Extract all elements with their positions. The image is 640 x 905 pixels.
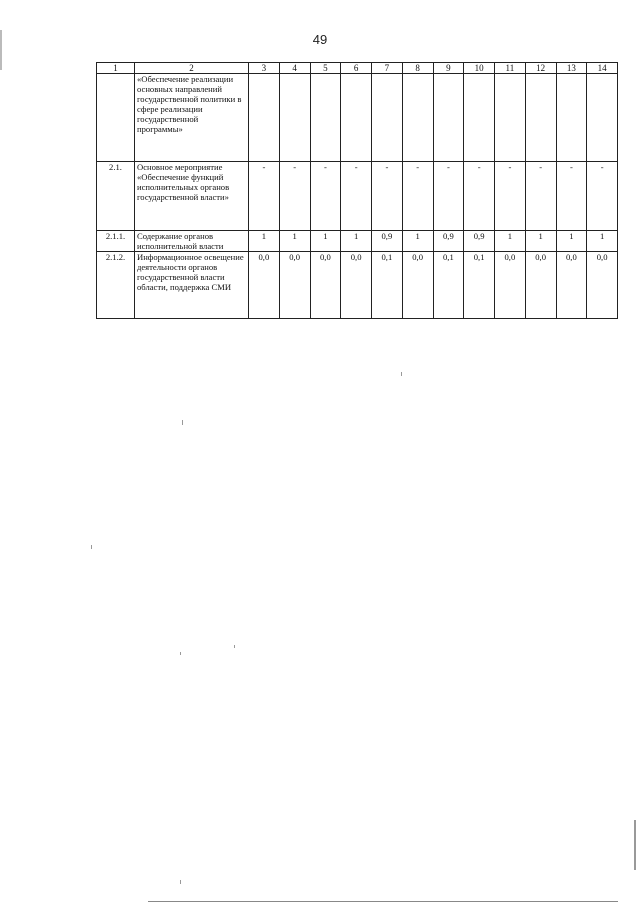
value-cell: 1 bbox=[495, 231, 526, 252]
value-cell: - bbox=[464, 162, 495, 231]
column-header: 12 bbox=[525, 63, 556, 74]
table-row bbox=[97, 252, 618, 319]
value-cell: 0,0 bbox=[402, 252, 433, 319]
value-cell bbox=[279, 74, 310, 162]
row-description: Содержание органов исполнительной власти bbox=[135, 231, 249, 252]
column-header: 3 bbox=[249, 63, 280, 74]
value-cell: 1 bbox=[279, 231, 310, 252]
scan-right-edge bbox=[634, 820, 636, 870]
column-header: 14 bbox=[587, 63, 618, 74]
column-header: 4 bbox=[279, 63, 310, 74]
value-cell: 0,0 bbox=[310, 252, 341, 319]
value-cell: 0,9 bbox=[372, 231, 403, 252]
value-cell: - bbox=[279, 162, 310, 231]
value-cell bbox=[341, 74, 372, 162]
table-row bbox=[97, 231, 618, 252]
value-cell: 1 bbox=[310, 231, 341, 252]
table-row bbox=[97, 74, 618, 162]
header-row bbox=[97, 63, 618, 74]
scan-bottom-edge bbox=[148, 901, 618, 902]
value-cell: 0,9 bbox=[464, 231, 495, 252]
value-cell: - bbox=[495, 162, 526, 231]
value-cell bbox=[495, 74, 526, 162]
value-cell: 1 bbox=[587, 231, 618, 252]
value-cell bbox=[587, 74, 618, 162]
value-cell bbox=[249, 74, 280, 162]
value-cell: - bbox=[402, 162, 433, 231]
value-cell: - bbox=[310, 162, 341, 231]
value-cell bbox=[525, 74, 556, 162]
value-cell: 0,0 bbox=[587, 252, 618, 319]
row-description: «Обеспечение реализации основных направлений государственной политики в сфере реализации государственной программы» bbox=[135, 74, 249, 162]
value-cell: - bbox=[341, 162, 372, 231]
value-cell bbox=[433, 74, 464, 162]
value-cell bbox=[372, 74, 403, 162]
value-cell bbox=[310, 74, 341, 162]
column-header: 13 bbox=[556, 63, 587, 74]
column-header: 1 bbox=[97, 63, 135, 74]
value-cell: - bbox=[587, 162, 618, 231]
value-cell: 0,0 bbox=[249, 252, 280, 319]
value-cell: 0,0 bbox=[279, 252, 310, 319]
value-cell: 0,1 bbox=[464, 252, 495, 319]
indicator-table bbox=[96, 62, 618, 319]
page-number: 49 bbox=[312, 32, 328, 47]
value-cell bbox=[464, 74, 495, 162]
value-cell: - bbox=[249, 162, 280, 231]
value-cell: - bbox=[525, 162, 556, 231]
column-header: 6 bbox=[341, 63, 372, 74]
value-cell: - bbox=[372, 162, 403, 231]
column-header: 9 bbox=[433, 63, 464, 74]
value-cell: 0,1 bbox=[433, 252, 464, 319]
value-cell: 0,0 bbox=[495, 252, 526, 319]
row-number bbox=[97, 74, 135, 162]
value-cell: 0,0 bbox=[341, 252, 372, 319]
value-cell: 0,9 bbox=[433, 231, 464, 252]
value-cell: 1 bbox=[341, 231, 372, 252]
value-cell: 0,1 bbox=[372, 252, 403, 319]
table-row bbox=[97, 162, 618, 231]
value-cell: 0,0 bbox=[525, 252, 556, 319]
column-header: 2 bbox=[135, 63, 249, 74]
row-number: 2.1. bbox=[97, 162, 135, 231]
value-cell: - bbox=[433, 162, 464, 231]
column-header: 11 bbox=[495, 63, 526, 74]
row-description: Основное мероприятие «Обеспечение функций исполнительных органов государственной власти» bbox=[135, 162, 249, 231]
row-description: Информационное освещение деятельности органов государственной власти области, поддержка СМИ bbox=[135, 252, 249, 319]
column-header: 10 bbox=[464, 63, 495, 74]
column-header: 8 bbox=[402, 63, 433, 74]
value-cell: 1 bbox=[402, 231, 433, 252]
value-cell: 0,0 bbox=[556, 252, 587, 319]
value-cell bbox=[402, 74, 433, 162]
row-number: 2.1.2. bbox=[97, 252, 135, 319]
value-cell bbox=[556, 74, 587, 162]
value-cell: 1 bbox=[525, 231, 556, 252]
column-header: 7 bbox=[372, 63, 403, 74]
value-cell: 1 bbox=[556, 231, 587, 252]
value-cell: 1 bbox=[249, 231, 280, 252]
scan-edge-mark bbox=[0, 30, 2, 70]
value-cell: - bbox=[556, 162, 587, 231]
column-header: 5 bbox=[310, 63, 341, 74]
row-number: 2.1.1. bbox=[97, 231, 135, 252]
